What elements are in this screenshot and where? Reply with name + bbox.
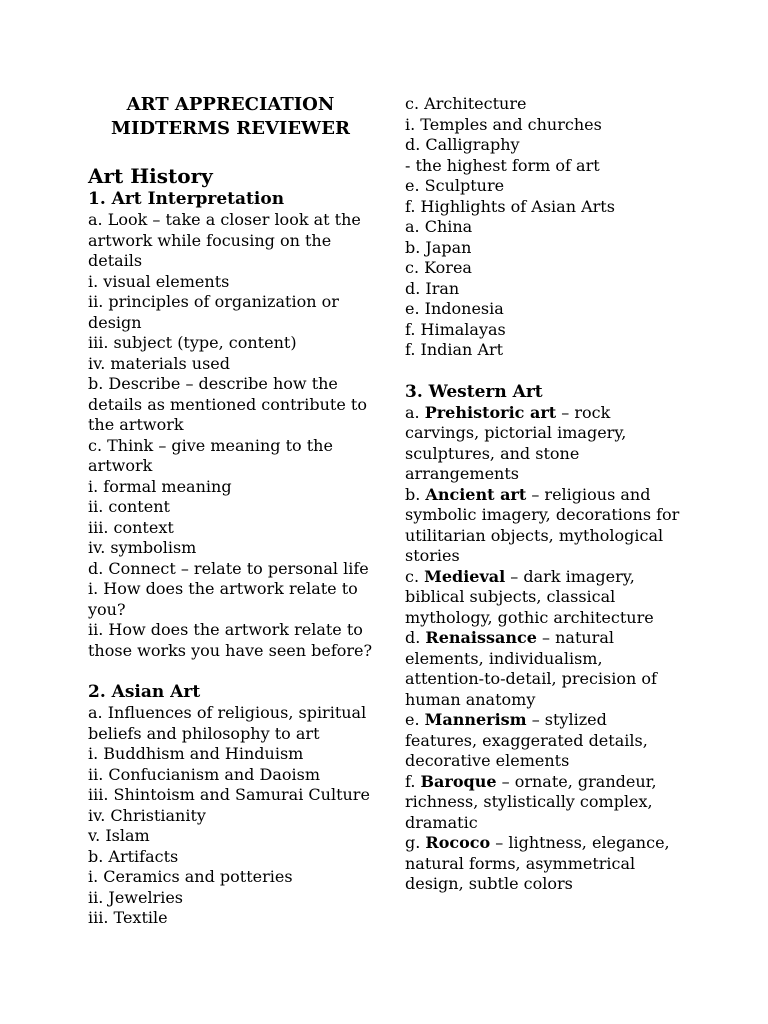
list-item: i. Temples and churches: [405, 114, 602, 134]
list-item: c. Think – give meaning to the artwork: [88, 435, 333, 475]
art-interpretation-list: [88, 210, 373, 661]
item-prefix: a.: [405, 402, 425, 422]
list-item: e. Indonesia: [405, 299, 504, 318]
title-line-1: ART APPRECIATION: [126, 94, 335, 115]
western-art-heading: 3. Western Art: [405, 381, 543, 402]
item-term: Medieval: [424, 566, 506, 586]
list-item: i. visual elements: [88, 271, 230, 291]
item-prefix: d.: [405, 628, 426, 647]
list-item: a. Look – take a closer look at the artwork while focusing on the details: [88, 210, 361, 270]
list-item: iv. Christianity: [88, 805, 206, 825]
list-item: b. Describe – describe how the details as mentioned contribute to the artwork: [88, 374, 367, 434]
right-column-body: [405, 94, 680, 895]
art-history-heading: Art History: [88, 164, 213, 188]
item-prefix: b.: [405, 484, 426, 504]
title-line-2: MIDTERMS REVIEWER: [111, 118, 350, 139]
western-art-item-rococo: [405, 833, 680, 895]
section-spacer: [88, 661, 373, 681]
item-description: – natural elements, individualism, attention-to-detail, precision of human anatomy: [405, 628, 657, 709]
item-term: Prehistoric art: [424, 402, 557, 422]
item-description: – religious and symbolic imagery, decorations for utilitarian objects, mythological stories: [405, 484, 680, 565]
list-item: v. Islam: [88, 826, 150, 845]
list-item: ii. content: [88, 497, 170, 516]
list-item: i. Ceramics and potteries: [88, 867, 293, 886]
list-item: iv. symbolism: [88, 538, 197, 557]
asian-art-continued-list: [405, 94, 680, 361]
left-column-body: [88, 164, 373, 929]
list-item: i. Buddhism and Hinduism: [88, 744, 304, 763]
item-description: – lightness, elegance, natural forms, asymmetrical design, subtle colors: [405, 833, 670, 893]
item-description: – ornate, grandeur, richness, stylistically complex, dramatic: [405, 771, 657, 832]
western-art-item-prehistoric: [405, 403, 680, 485]
list-item: f. Himalayas: [405, 319, 506, 339]
list-item: e. Sculpture: [405, 176, 505, 195]
document-title: [88, 93, 373, 141]
list-item: c. Korea: [405, 258, 472, 277]
item-term: Mannerism: [424, 710, 527, 729]
list-item: a. China: [405, 217, 473, 236]
list-item: a. Influences of religious, spiritual beliefs and philosophy to art: [88, 703, 367, 743]
item-description: – rock carvings, pictorial imagery, sculptures, and stone arrangements: [405, 402, 627, 483]
western-art-item-renaissance: [405, 628, 680, 710]
list-item: i. formal meaning: [88, 476, 232, 496]
western-art-item-mannerism: [405, 710, 680, 772]
item-description: – stylized features, exaggerated details, decorative elements: [405, 710, 648, 770]
list-item: iv. materials used: [88, 353, 230, 373]
item-prefix: e.: [405, 710, 425, 729]
item-term: Ancient art: [425, 484, 527, 504]
list-item: ii. principles of organization or design: [88, 292, 339, 332]
item-prefix: f.: [405, 771, 421, 791]
item-description: – dark imagery, biblical subjects, classical mythology, gothic architecture: [405, 566, 654, 627]
western-art-item-medieval: [405, 567, 680, 629]
list-item: b. Japan: [405, 237, 472, 257]
list-item: i. How does the artwork relate to you?: [88, 579, 358, 619]
list-item: f. Indian Art: [405, 340, 504, 359]
list-item: b. Artifacts: [88, 846, 179, 866]
list-item: d. Iran: [405, 278, 460, 298]
list-item: iii. subject (type, content): [88, 333, 297, 352]
item-prefix: c.: [405, 566, 425, 586]
list-item: - the highest form of art: [405, 155, 600, 175]
list-item: iii. context: [88, 517, 174, 537]
list-item: f. Highlights of Asian Arts: [405, 196, 615, 216]
list-item: iii. Shintoism and Samurai Culture: [88, 785, 370, 804]
asian-art-heading: 2. Asian Art: [88, 682, 201, 702]
list-item: c. Architecture: [405, 94, 527, 113]
art-interpretation-heading: 1. Art Interpretation: [88, 189, 285, 209]
list-item: ii. Confucianism and Daoism: [88, 764, 320, 784]
section-spacer: [405, 361, 680, 381]
list-item: ii. How does the artwork relate to those works you have seen before?: [88, 620, 373, 660]
western-art-item-baroque: [405, 772, 680, 834]
list-item: ii. Jewelries: [88, 887, 184, 907]
item-term: Rococo: [425, 833, 491, 852]
item-prefix: g.: [405, 833, 426, 852]
western-art-item-ancient: [405, 485, 680, 567]
list-item: d. Calligraphy: [405, 135, 520, 154]
item-term: Baroque: [420, 771, 497, 791]
western-art-list: [405, 403, 680, 895]
list-item: d. Connect – relate to personal life: [88, 558, 369, 578]
list-item: iii. Textile: [88, 908, 168, 927]
asian-art-list: [88, 703, 373, 929]
item-term: Renaissance: [425, 628, 537, 647]
